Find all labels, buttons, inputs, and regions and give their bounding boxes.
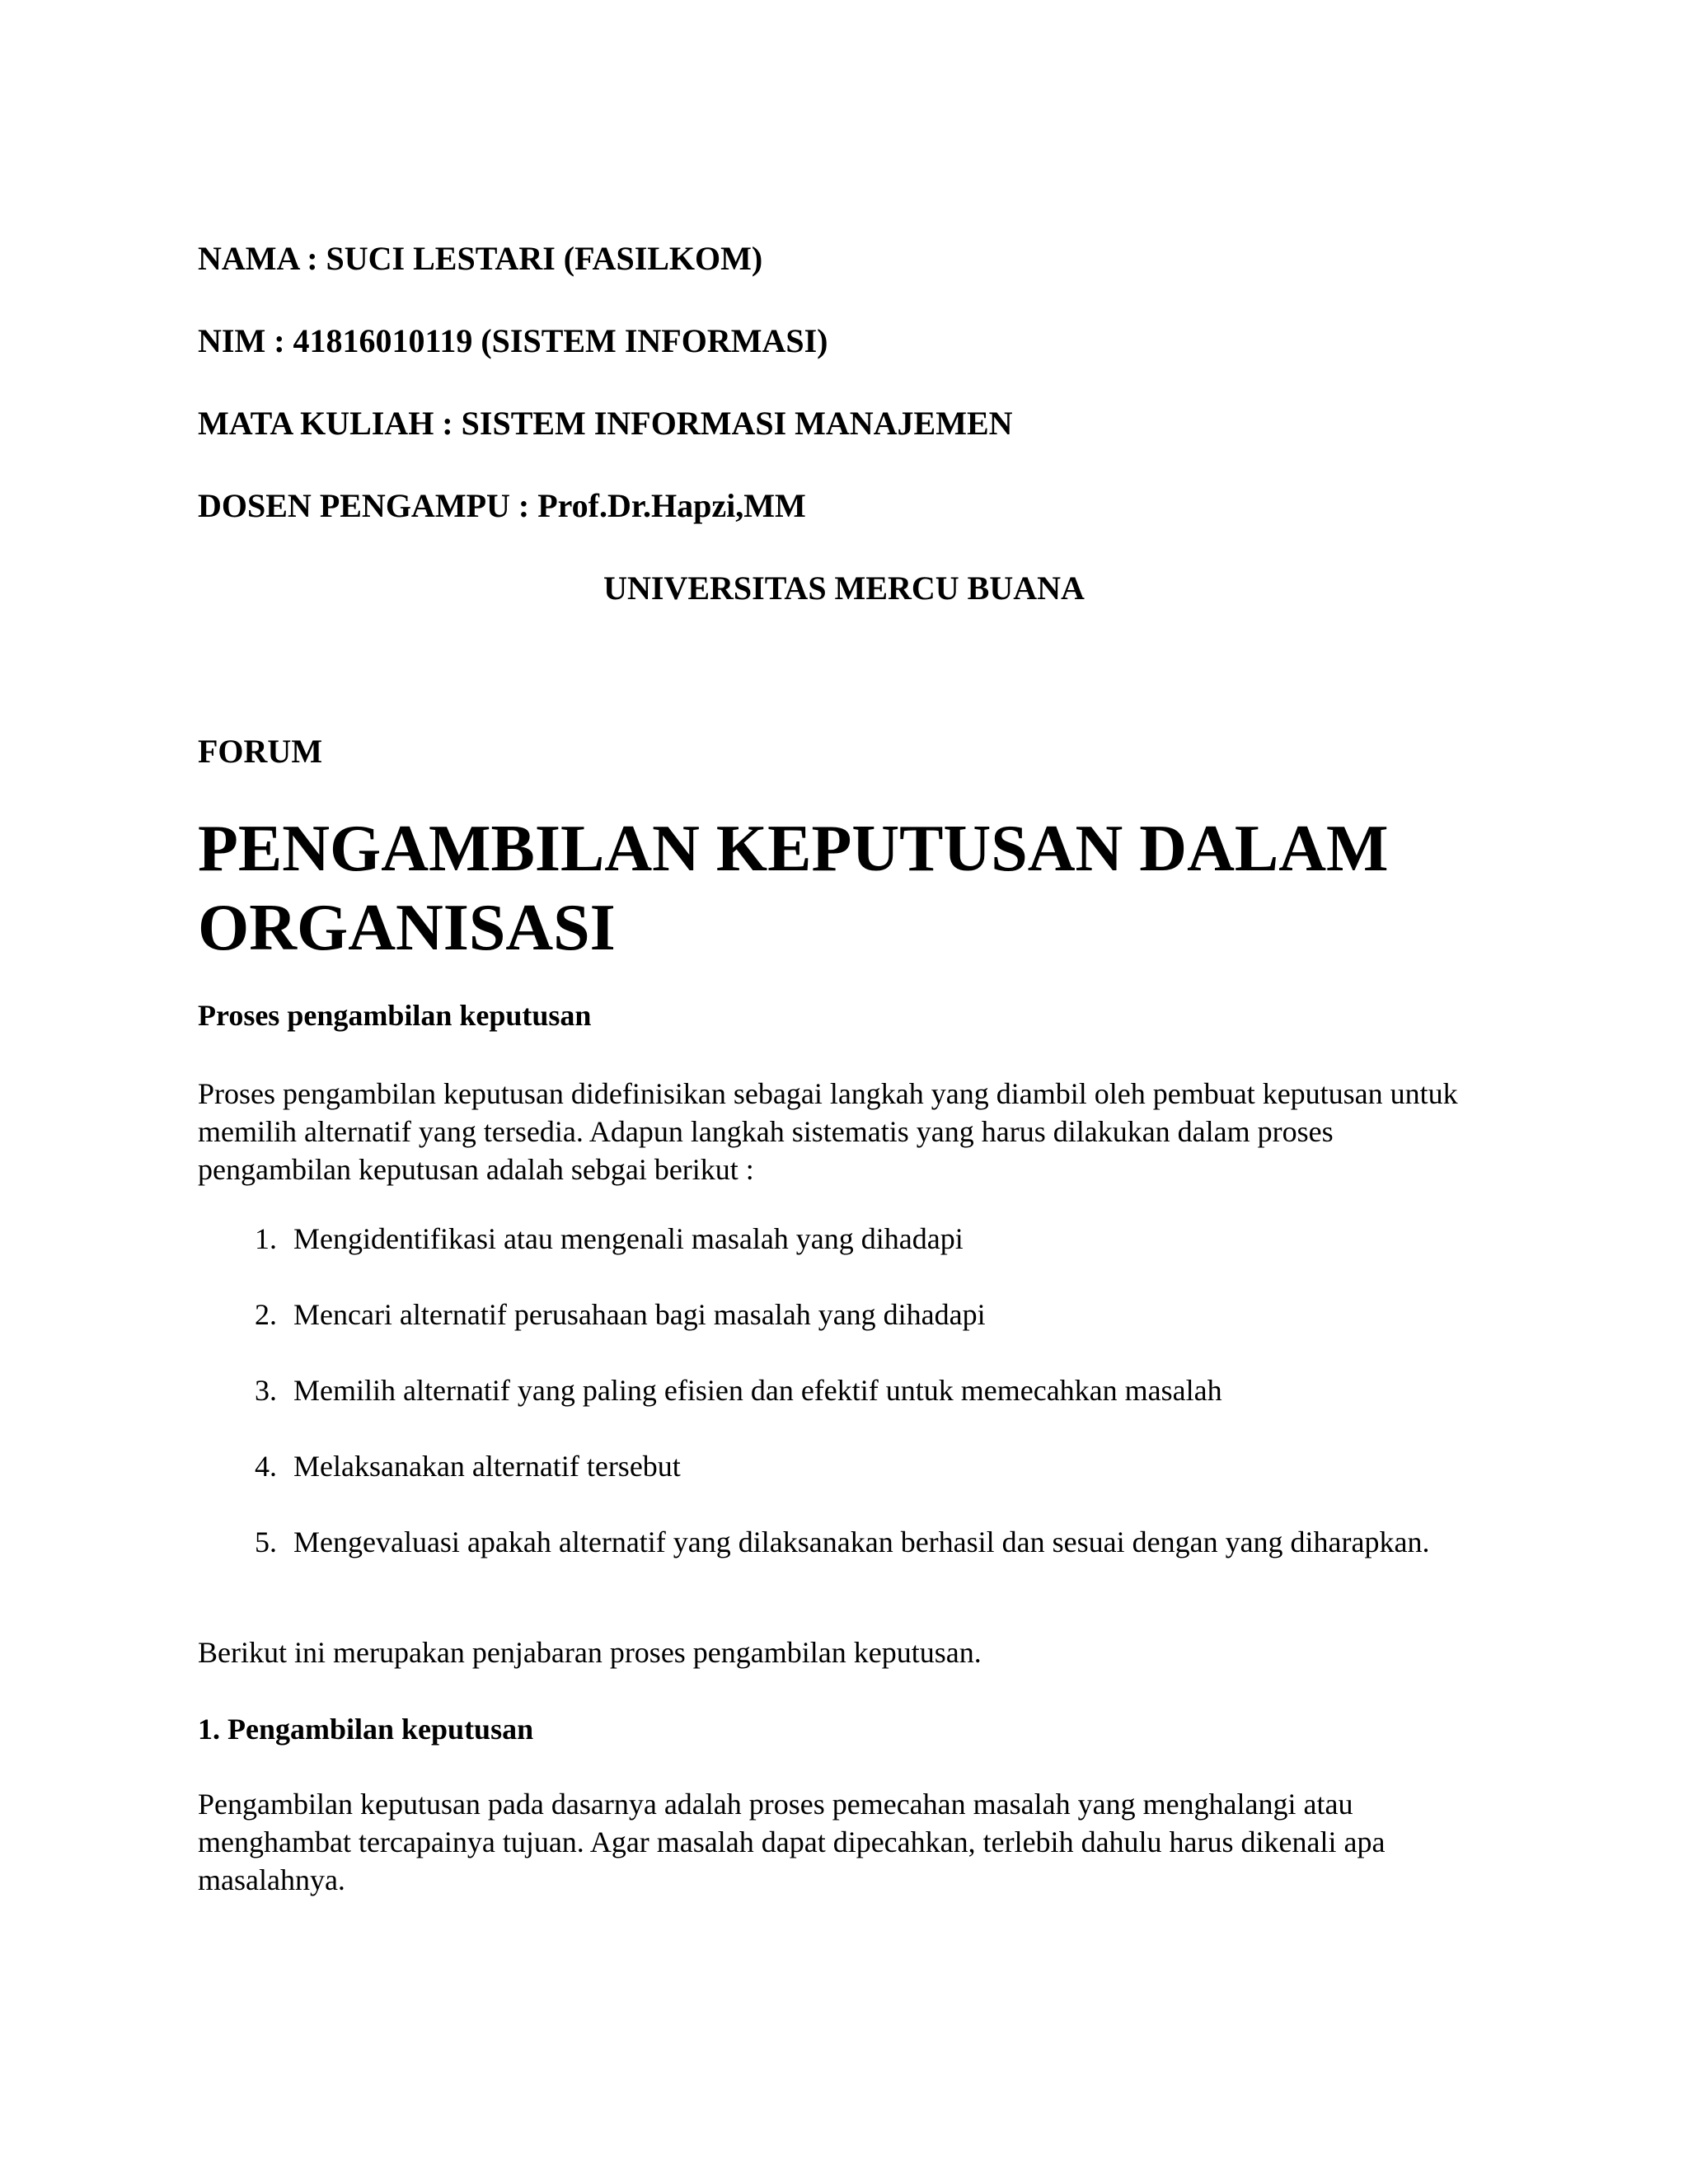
intro-paragraph: Proses pengambilan keputusan didefinisikan sebagai langkah yang diambil oleh pembuat keputusan untuk memilih alternatif yang tersedia. Adapun langkah sistematis yang harus dilakukan dalam proses pengambilan keputusan adalah sebgai berikut : — [198, 1077, 1458, 1186]
list-item — [198, 1296, 1484, 1333]
step-number: 5. — [255, 1526, 277, 1558]
process-subheading: Proses pengambilan keputusan — [198, 999, 592, 1032]
student-name: NAMA : SUCI LESTARI (FASILKOM) — [198, 240, 763, 277]
section-1-heading: 1. Pengambilan keputusan — [198, 1713, 534, 1746]
step-text: Memilih alternatif yang paling efisien dan efektif untuk memecahkan masalah — [293, 1374, 1222, 1407]
list-item — [198, 1371, 1484, 1409]
lecturer-name: DOSEN PENGAMPU : Prof.Dr.Hapzi,MM — [198, 487, 806, 524]
list-item — [198, 1447, 1484, 1485]
penjabaran-paragraph: Berikut ini merupakan penjabaran proses pengambilan keputusan. — [198, 1636, 982, 1669]
list-item — [198, 1523, 1484, 1561]
step-text: Mengevaluasi apakah alternatif yang dilaksanakan berhasil dan sesuai dengan yang diharapkan. — [293, 1526, 1430, 1558]
forum-label: FORUM — [198, 733, 323, 770]
university-name: UNIVERSITAS MERCU BUANA — [603, 569, 1085, 607]
student-id: NIM : 41816010119 (SISTEM INFORMASI) — [198, 322, 828, 359]
course-name: MATA KULIAH : SISTEM INFORMASI MANAJEMEN — [198, 405, 1013, 442]
step-number: 2. — [255, 1298, 277, 1331]
list-item — [198, 1220, 1484, 1258]
step-text: Mengidentifikasi atau mengenali masalah yang dihadapi — [293, 1222, 964, 1255]
section-1-paragraph: Pengambilan keputusan pada dasarnya adalah proses pemecahan masalah yang menghalangi atau menghambat tercapainya tujuan. Agar masalah dapat dipecahkan, terlebih dahulu harus dikenali apa masalahnya. — [198, 1788, 1386, 1896]
step-number: 1. — [255, 1222, 277, 1255]
step-text: Melaksanakan alternatif tersebut — [293, 1450, 681, 1483]
document-title: PENGAMBILAN KEPUTUSAN DALAM ORGANISASI — [198, 813, 1389, 964]
step-number: 4. — [255, 1450, 277, 1483]
step-number: 3. — [255, 1374, 277, 1407]
steps-list — [198, 1220, 1484, 1599]
step-text: Mencari alternatif perusahaan bagi masalah yang dihadapi — [293, 1298, 986, 1331]
